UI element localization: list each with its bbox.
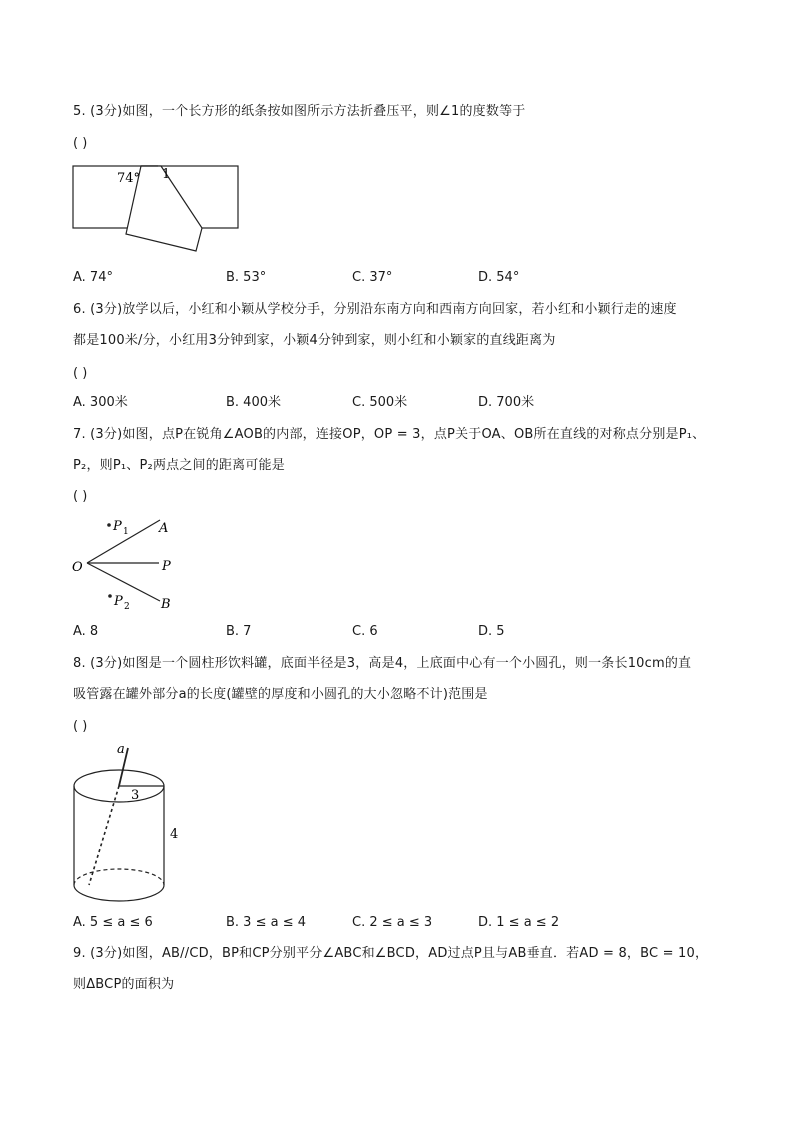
q5-folded-strip-figure [70, 160, 245, 260]
q6-option-c[interactable]: C. 500米 [352, 395, 408, 410]
q6-answer-paren: ( ) [73, 366, 88, 381]
q8-label-a: a [117, 742, 125, 757]
q5-answer-paren: ( ) [73, 136, 88, 151]
q7-label-p1: P [113, 519, 122, 534]
q7-text-line2: P₂，则P₁、P₂两点之间的距离可能是 [73, 458, 285, 473]
q5-option-b[interactable]: B. 53° [226, 270, 267, 285]
q8-option-b[interactable]: B. 3 ≤ a ≤ 4 [226, 915, 307, 930]
q7-option-d[interactable]: D. 5 [478, 624, 505, 639]
q5-option-c[interactable]: C. 37° [352, 270, 393, 285]
q7-option-a[interactable]: A. 8 [73, 624, 99, 639]
q7-option-b[interactable]: B. 7 [226, 624, 252, 639]
q7-label-p1-subscript: 1 [123, 527, 129, 537]
q9-text-line1: 9. (3分)如图，AB//CD，BP和CP分别平分∠ABC和∠BCD，AD过点P且与AB垂直．若AD = 8，BC = 10， [73, 946, 709, 961]
q7-label-p2-subscript: 2 [124, 602, 130, 612]
q8-cylinder-figure [70, 740, 185, 908]
q6-text-line1: 6. (3分)放学以后，小红和小颖从学校分手，分别沿东南方向和西南方向回家，若小红和小颖行走的速度 [73, 302, 677, 317]
q8-text-line1: 8. (3分)如图是一个圆柱形饮料罐，底面半径是3，高是4，上底面中心有一个小圆孔，则一条长10cm的直 [73, 656, 692, 671]
q5-angle-1-label: 1 [162, 167, 171, 182]
q7-label-p: P [162, 559, 171, 574]
q7-label-o: O [72, 560, 83, 575]
q7-text-line1: 7. (3分)如图，点P在锐角∠AOB的内部，连接OP，OP = 3，点P关于OA、OB所在直线的对称点分别是P₁、 [73, 427, 706, 442]
q5-option-d[interactable]: D. 54° [478, 270, 520, 285]
q6-option-d[interactable]: D. 700米 [478, 395, 535, 410]
q5-option-a[interactable]: A. 74° [73, 270, 113, 285]
q7-answer-paren: ( ) [73, 489, 88, 504]
q8-option-d[interactable]: D. 1 ≤ a ≤ 2 [478, 915, 560, 930]
q6-option-b[interactable]: B. 400米 [226, 395, 281, 410]
q9-text-line2: 则ΔBCP的面积为 [73, 977, 175, 992]
q7-angle-figure [70, 512, 185, 614]
q5-text: 5. (3分)如图，一个长方形的纸条按如图所示方法折叠压平，则∠1的度数等于 [73, 104, 526, 119]
q7-option-c[interactable]: C. 6 [352, 624, 378, 639]
q5-angle-74-label: 74° [117, 171, 141, 186]
q8-text-line2: 吸管露在罐外部分a的长度(罐壁的厚度和小圆孔的大小忽略不计)范围是 [73, 687, 488, 702]
q7-label-a: A [159, 521, 169, 536]
q6-text-line2: 都是100米/分，小红用3分钟到家，小颖4分钟到家，则小红和小颖家的直线距离为 [73, 333, 556, 348]
q8-option-c[interactable]: C. 2 ≤ a ≤ 3 [352, 915, 433, 930]
q6-option-a[interactable]: A. 300米 [73, 395, 128, 410]
q8-label-radius: 3 [131, 788, 140, 803]
q8-option-a[interactable]: A. 5 ≤ a ≤ 6 [73, 915, 153, 930]
q7-label-p2: P [114, 594, 123, 609]
q7-label-b: B [161, 597, 171, 612]
q8-answer-paren: ( ) [73, 719, 88, 734]
q8-label-height: 4 [170, 827, 179, 842]
